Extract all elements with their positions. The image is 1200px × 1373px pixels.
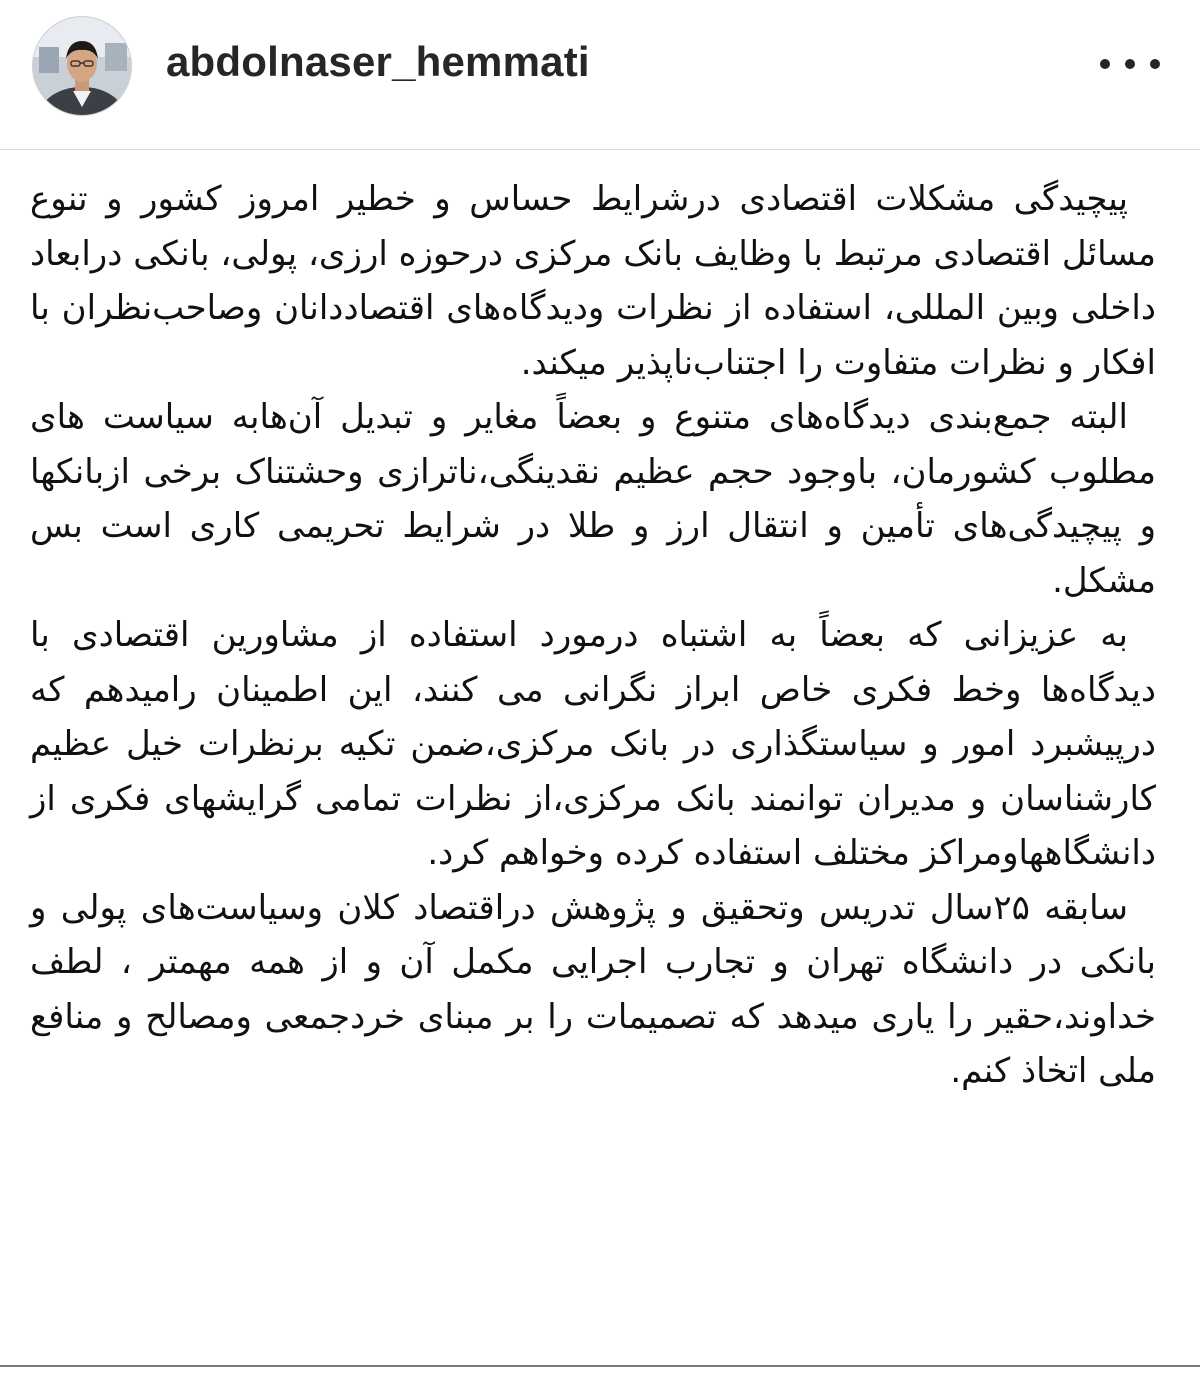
more-horizontal-icon <box>1125 59 1135 69</box>
divider <box>0 1365 1200 1367</box>
more-horizontal-icon <box>1150 59 1160 69</box>
more-horizontal-icon <box>1100 59 1110 69</box>
caption-paragraph: به عزیزانی که بعضاً به اشتباه درمورد استفاده از مشاورین اقتصادی با دیدگاه‌ها وخط فکری خاص ابراز نگرانی می کنند، این اطمینان رامیدهم که درپیشبرد امور و سیاستگذاری در بانک مرکزی،ضمن تکیه برنظرات خیل عظیم کارشناسان و مدیران توانمند بانک مرکزی،از نظرات تمامی گرایشهای فکری از دانشگاههاومراکز مختلف استفاده کرده وخواهم کرد. <box>30 615 1156 873</box>
post-caption <box>30 172 1156 1099</box>
post-header <box>0 0 1200 150</box>
caption-paragraph: البته جمع‌بندی دیدگاه‌های متنوع و بعضاً مغایر و تبدیل آن‌هابه سیاست های مطلوب کشورمان، باوجود حجم عظیم نقدینگی،ناترازی وحشتناک برخی ازبانکها و پیچیدگی‌های تأمین و انتقال ارز و طلا در شرایط تحریمی کاری است بس مشکل. <box>30 397 1156 601</box>
caption-paragraph: سابقه ۲۵سال تدریس وتحقیق و پژوهش دراقتصاد کلان وسیاست‌های پولی و بانکی در دانشگاه تهران و تجارب اجرایی مکمل آن و از همه مهمتر ، لطف خداوند،حقیر را یاری میدهد که تصمیمات را بر مبنای خردجمعی ومصالح و منافع ملی اتخاذ کنم. <box>30 887 1156 1091</box>
more-options-button[interactable] <box>1100 46 1160 82</box>
profile-photo-icon <box>33 17 131 115</box>
username[interactable]: abdolnaser_hemmati <box>166 38 590 85</box>
avatar[interactable] <box>32 16 132 116</box>
caption-paragraph: پیچیدگی مشکلات اقتصادی درشرایط حساس و خطیر امروز کشور و تنوع مسائل اقتصادی مرتبط با وظایف بانک مرکزی درحوزه ارزی، پولی، بانکی درابعاد داخلی وبین المللی، استفاده از نظرات ودیدگاه‌های اقتصاددانان وصاحب‌نظران با افکار و نظرات متفاوت را اجتناب‌ناپذیر میکند. <box>30 179 1156 383</box>
